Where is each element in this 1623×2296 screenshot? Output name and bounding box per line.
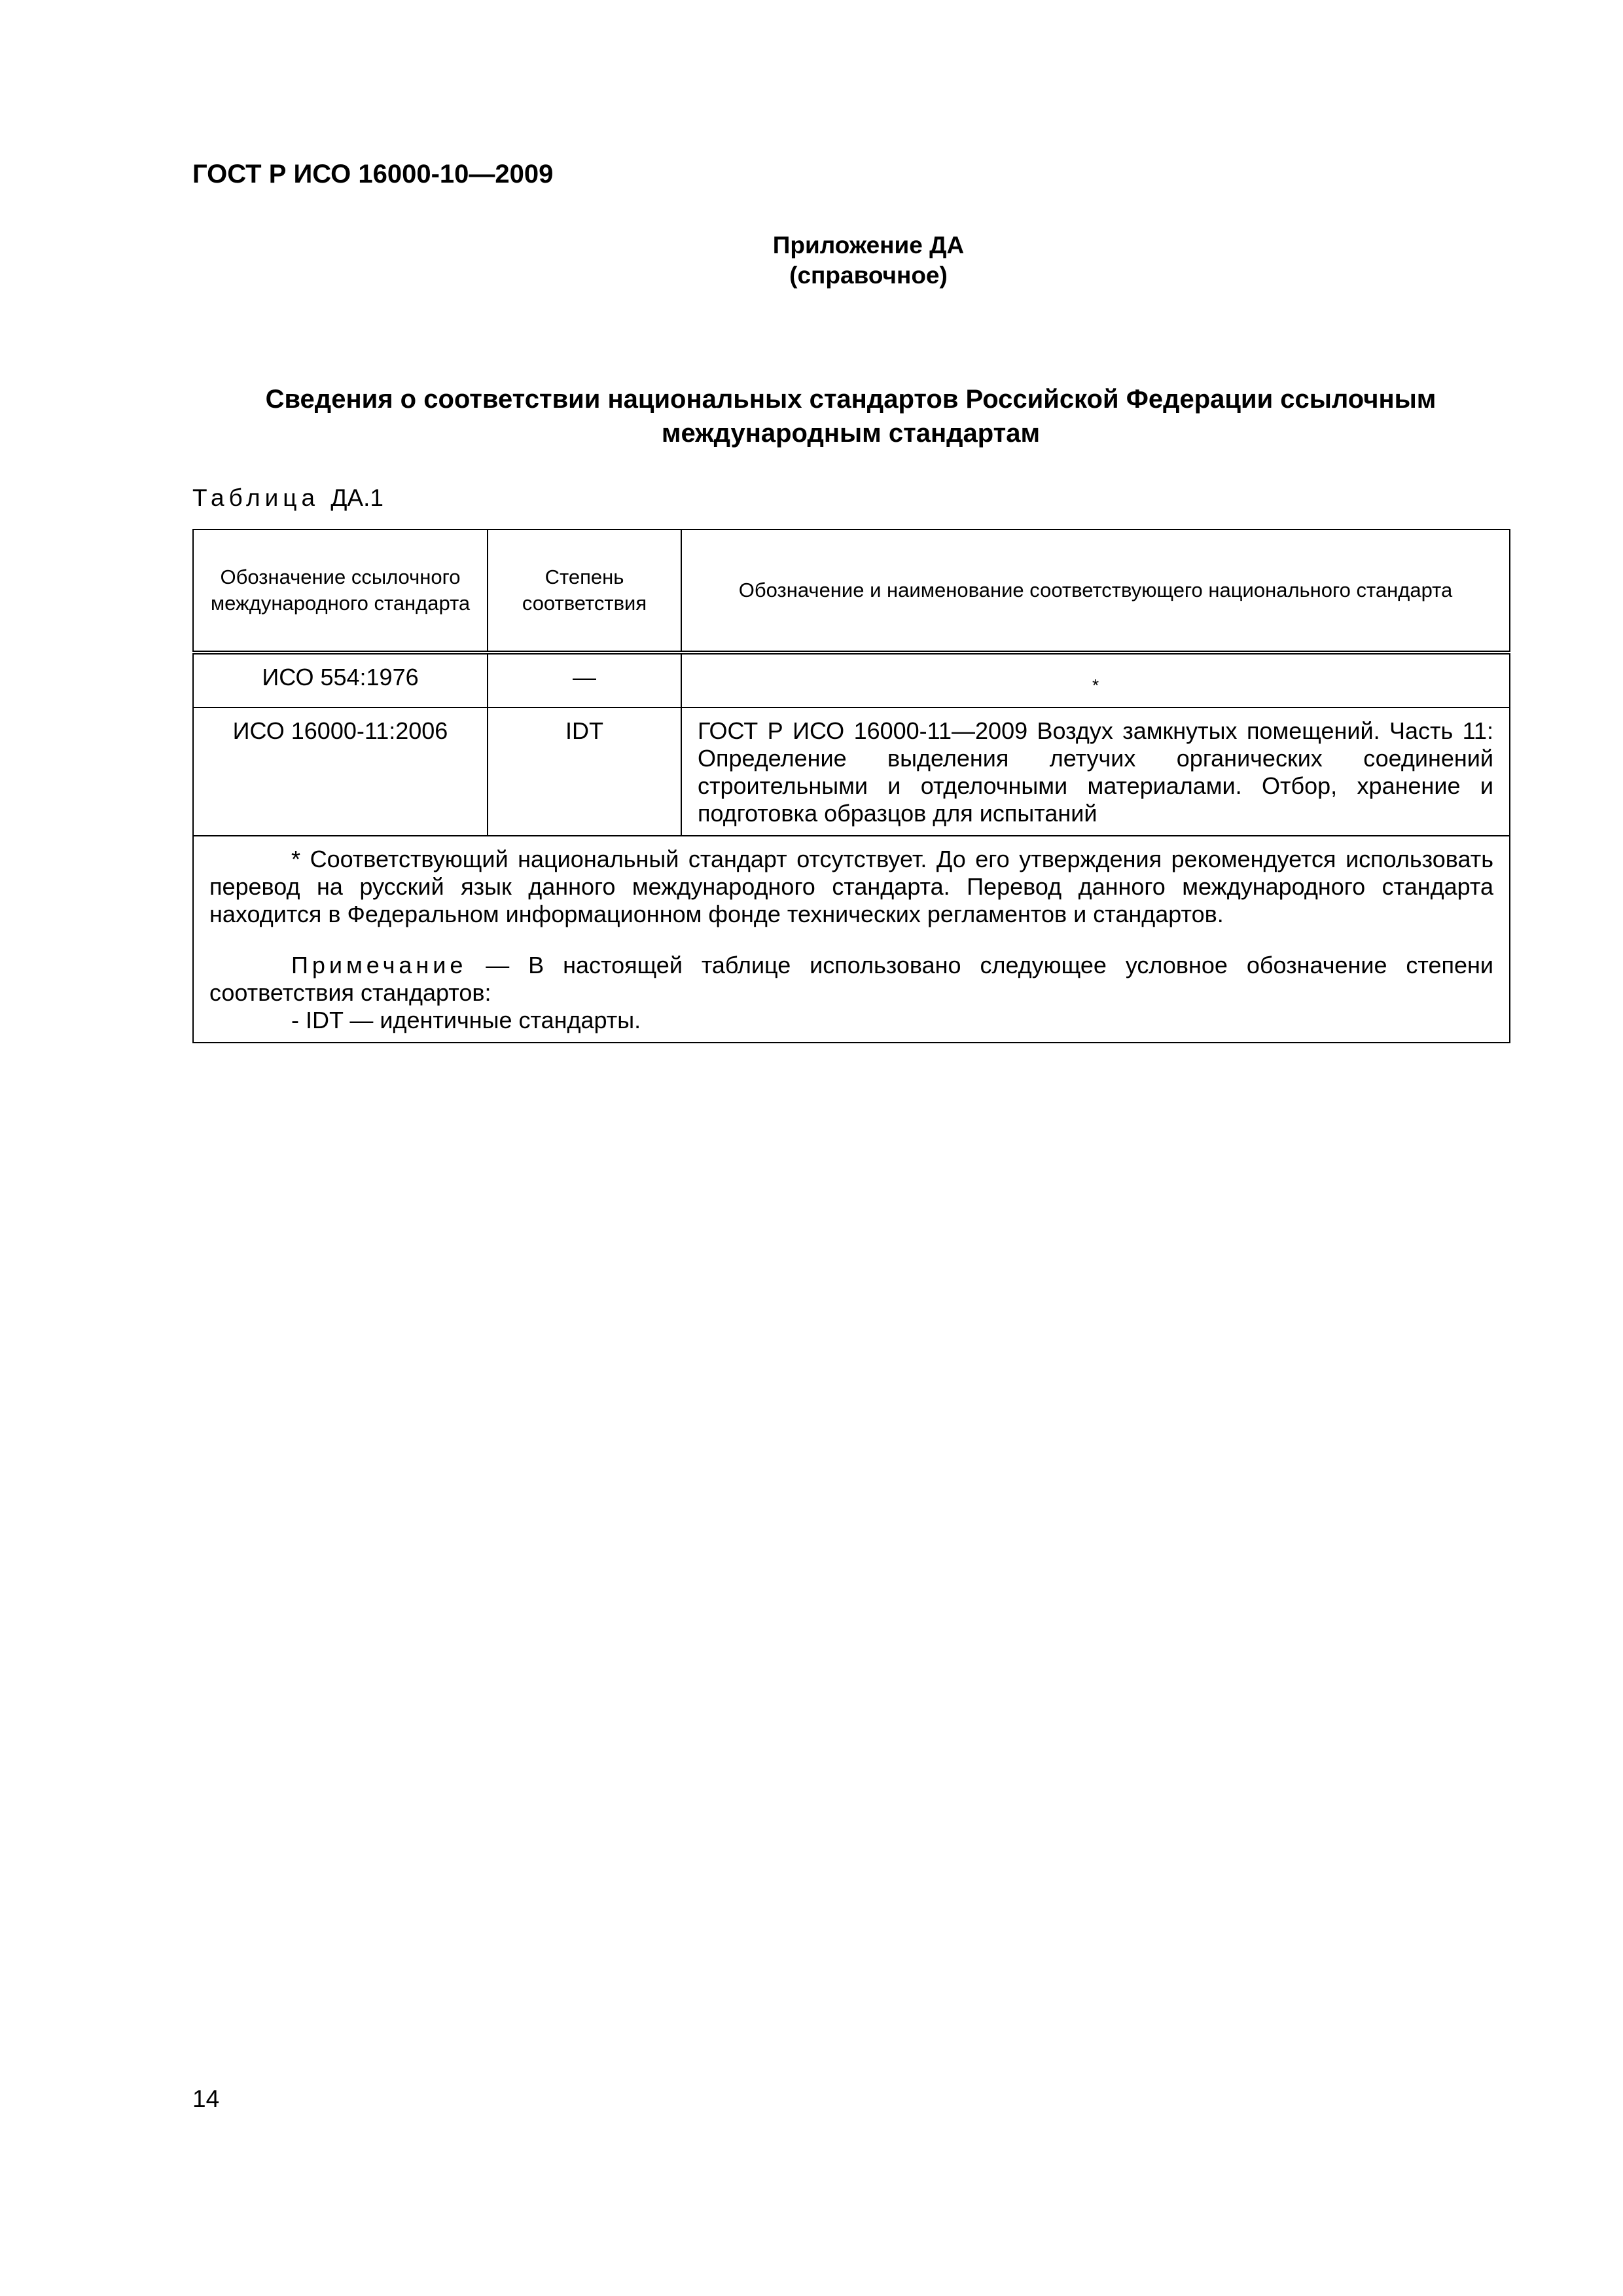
standards-correspondence-table (192, 529, 1510, 1043)
header-degree-of-correspondence: Степень соответствия (488, 529, 681, 653)
table-header-row (193, 529, 1510, 653)
document-code-header: ГОСТ Р ИСО 16000-10—2009 (192, 160, 554, 188)
header-reference-designation: Обозначение ссылочного международного стандарта (193, 529, 488, 653)
cell-national-standard: * (681, 653, 1510, 708)
table-footnote: * Соответствующий национальный стандарт отсутствует. До его утверждения рекомендуется использовать перевод на русский язык данного международного стандарта. Перевод данного международного стандарта находится в Федеральном информационном фонде технических регламентов и стандартов. (209, 846, 1493, 927)
annex-title: Приложение ДА (772, 232, 965, 259)
page-number: 14 (192, 2085, 220, 2112)
section-title-line-2: международным стандартам (661, 419, 1041, 448)
header-national-standard: Обозначение и наименование соответствующего национального стандарта (681, 529, 1510, 653)
note-text: — В настоящей таблице использовано следующее условное обозначение степени соответствия стандартов: (209, 952, 1493, 1006)
cell-degree: IDT (488, 708, 681, 836)
table-row (193, 653, 1510, 708)
cell-reference-designation: ИСО 554:1976 (193, 653, 488, 708)
table-footnote-cell (193, 836, 1510, 1043)
section-title (192, 382, 1509, 450)
cell-reference-designation: ИСО 16000-11:2006 (193, 708, 488, 836)
table-row (193, 708, 1510, 836)
table-footnote-row (193, 836, 1510, 1043)
note-list-item: - IDT — идентичные стандарты. (291, 1007, 641, 1033)
table-caption (192, 484, 383, 512)
section-title-line-1: Сведения о соответствии национальных стандартов Российской Федерации ссылочным (265, 385, 1436, 414)
annex-status: (справочное) (789, 262, 948, 289)
cell-degree: — (488, 653, 681, 708)
annex-heading (192, 230, 1509, 291)
cell-national-standard: ГОСТ Р ИСО 16000-11—2009 Воздух замкнутых помещений. Часть 11: Определение выделения летучих органических соединений строительными и отделочными материалами. Отбор, хранение и подготовка образцов для испытаний (681, 708, 1510, 836)
table-note (209, 952, 1493, 1007)
table-caption-number: ДА.1 (330, 484, 383, 511)
table-caption-word: Таблица (192, 484, 320, 511)
note-label: Примечание (291, 952, 467, 978)
